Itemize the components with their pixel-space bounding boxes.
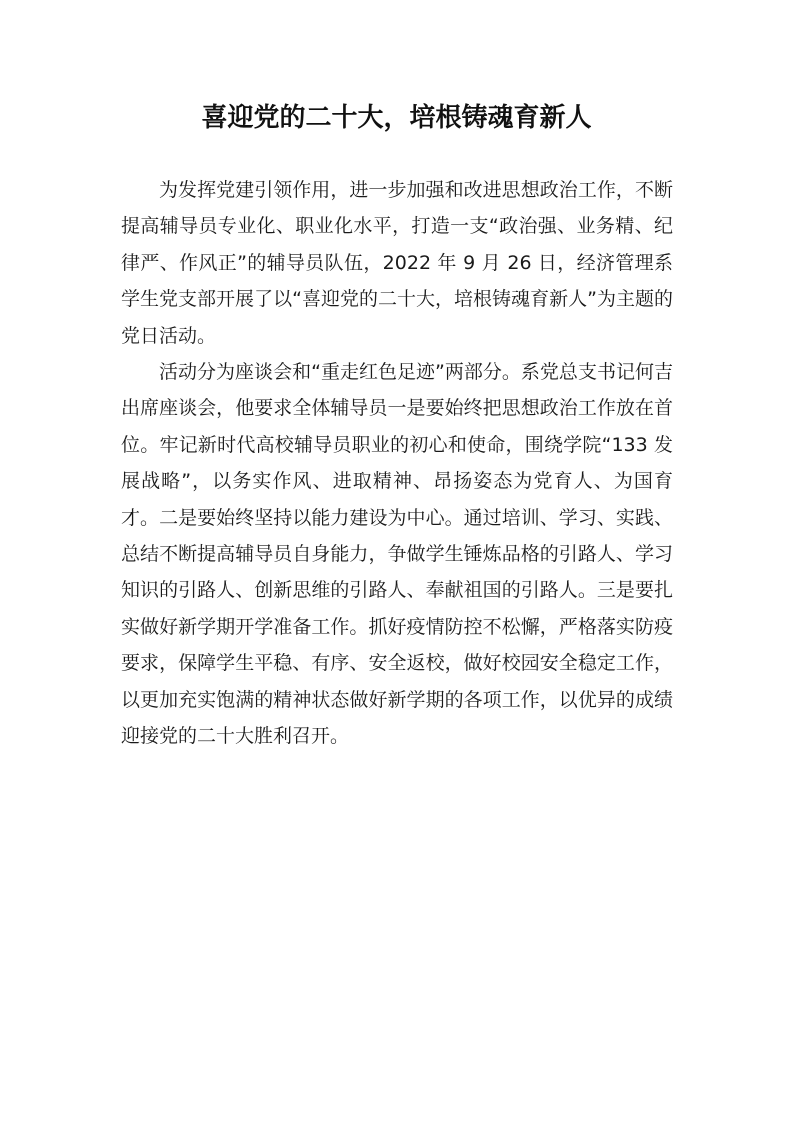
document-body <box>121 172 673 755</box>
paragraph-intro: 为发挥党建引领作用，进一步加强和改进思想政治工作，不断提高辅导员专业化、职业化水平，打造一支“政治强、业务精、纪律严、作风正”的辅导员队伍，2022 年 9 月 26 日，经济管理系学生党支部开展了以“喜迎党的二十大，培根铸魂育新人”为主题的党日活动。 <box>121 179 673 347</box>
document-title: 喜迎党的二十大，培根铸魂育新人 <box>201 103 592 133</box>
paragraph-activity: 活动分为座谈会和“重走红色足迹”两部分。系党总支书记何吉出席座谈会，他要求全体辅导员一是要始终把思想政治工作放在首位。牢记新时代高校辅导员职业的初心和使命，围绕学院“133 发展战略”，以务实作风、进取精神、昂扬姿态为党育人、为国育才。二是要始终坚持以能力建设为中心。通过培训、学习、实践、总结不断提高辅导员自身能力，争做学生锤炼品格的引路人、学习知识的引路人、创新思维的引路人、奉献祖国的引路人。三是要扎实做好新学期开学准备工作。抓好疫情防控不松懈，严格落实防疫要求，保障学生平稳、有序、安全返校，做好校园安全稳定工作，以更加充实饱满的精神状态做好新学期的各项工作，以优异的成绩迎接党的二十大胜利召开。 <box>121 361 673 748</box>
